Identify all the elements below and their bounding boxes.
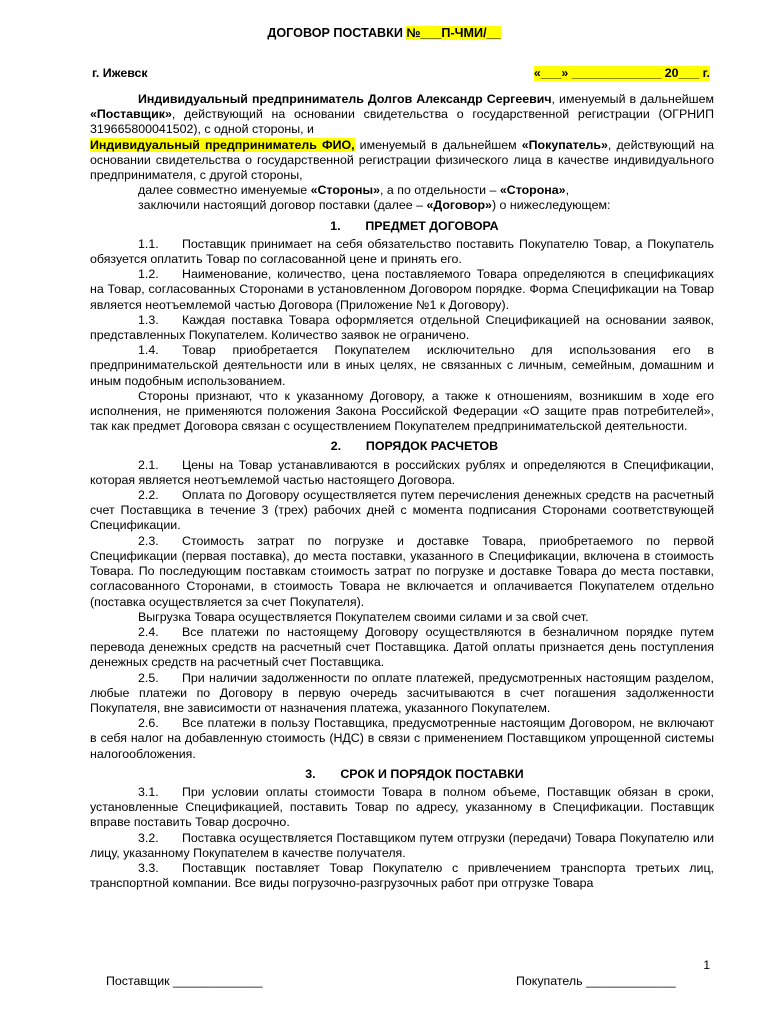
buyer-signature: Покупатель _____________ xyxy=(516,974,676,988)
clause-number: 1.4. xyxy=(138,343,159,358)
clause-text: Все платежи в пользу Поставщика, предусмотренные настоящим Договором, не включают в себя налог на добавленную стоимость (НДС) в связи с применением Поставщиком упрощенной системы налогообложения. xyxy=(90,716,714,761)
supplier-name: Индивидуальный предприниматель Долгов Александр Сергеевич xyxy=(138,92,552,106)
text-fragment: , действующий на основании свидетельства о государственной регистрации (ОГРНИП 319665800041502), с одной стороны, и xyxy=(90,107,714,137)
preamble-buyer xyxy=(90,138,714,184)
contract-number: №___П-ЧМИ/__ xyxy=(406,26,501,40)
clause-text: Товар приобретается Покупателем исключительно для использования его в предпринимательской деятельности или в иных целях, не связанных с личным, семейным, домашним и иным подобным использованием. xyxy=(90,343,714,388)
contract-title xyxy=(0,26,768,41)
role-supplier: «Поставщик» xyxy=(90,107,172,122)
text-fragment: , xyxy=(565,183,570,198)
clause xyxy=(90,458,714,488)
role-buyer: «Покупатель» xyxy=(521,137,608,152)
preamble-parties xyxy=(90,183,714,198)
role-parties: «Стороны» xyxy=(310,183,381,198)
clause-number: 3.1. xyxy=(138,784,159,799)
clause xyxy=(90,861,714,891)
clause-text: Наименование, количество, цена поставляемого Товара определяются в спецификациях на Товар, согласованных Сторонами в установленном Договором порядке. Форма Спецификации на Товар является неотъемлемой частью Договора (Приложение №1 к Договору). xyxy=(90,267,714,312)
role-party: «Сторона» xyxy=(499,183,566,198)
clause xyxy=(90,313,714,343)
clause-number: 2.5. xyxy=(138,670,159,685)
title-text: ДОГОВОР ПОСТАВКИ xyxy=(267,26,407,40)
clause xyxy=(90,831,714,861)
clause-number: 2.2. xyxy=(138,488,159,503)
text-fragment: ) о нижеследующем: xyxy=(491,198,611,213)
clause-number: 2.3. xyxy=(138,533,159,548)
text-fragment: далее совместно именуемые xyxy=(138,183,311,198)
clause-text: Стороны признают, что к указанному Договору, а также к отношениям, возникшим в ходе его исполнения, не применяются положения Закона Российской Федерации «О защите прав потребителей», так как предмет Договора связан с осуществлением Покупателем предпринимательской деятельности. xyxy=(90,388,714,434)
clause-text: Все платежи по настоящему Договору осуществляются в безналичном порядке путем перевода денежных средств на расчетный счет Поставщика. Датой оплаты признается день поступления денежных средств на расчетный счет Поставщика. xyxy=(90,624,714,670)
clause-text: Оплата по Договору осуществляется путем перечисления денежных средств на расчетный счет Поставщика в течение 3 (трех) рабочих дней с момента подписания Сторонами соответствующей Спецификации. xyxy=(90,488,714,533)
role-contract: «Договор» xyxy=(426,198,492,213)
text-fragment: , действующий на основании свидетельства о государственной регистрации физического лица в качестве индивидуального предпринимателя, с другой стороны, xyxy=(90,137,715,183)
clause xyxy=(90,610,714,625)
text-fragment: заключили настоящий договор поставки (далее – xyxy=(138,198,427,213)
clause-number: 2.4. xyxy=(138,624,159,639)
clause-number: 2.6. xyxy=(138,716,159,731)
clause xyxy=(90,716,714,762)
supplier-signature: Поставщик _____________ xyxy=(106,974,263,988)
clause xyxy=(90,785,714,831)
clause-text: Цены на Товар устанавливаются в российских рублях и определяются в Спецификации, которая является неотъемлемой частью настоящего Договора. xyxy=(90,457,714,487)
clause xyxy=(90,671,714,717)
clause xyxy=(90,625,714,671)
buyer-name: Индивидуальный предприниматель ФИО, xyxy=(90,137,355,152)
clause-text: Выгрузка Товара осуществляется Покупателем своими силами и за свой счет. xyxy=(138,609,589,624)
section-heading xyxy=(90,767,714,782)
city-date-row xyxy=(92,66,710,81)
section-number: 2. xyxy=(330,439,342,454)
section-number: 1. xyxy=(330,218,341,233)
section-number: 3. xyxy=(305,766,316,781)
clause-text: Каждая поставка Товара оформляется отдельной Спецификацией на основании заявок, представленных Покупателем. Количество заявок не ограничено. xyxy=(90,312,714,343)
preamble-agreement xyxy=(90,198,714,213)
text-fragment: , именуемый в дальнейшем xyxy=(551,92,714,106)
clause-text: Поставка осуществляется Поставщиком путем отгрузки (передачи) Товара Покупателю или лицу, указанному Покупателем в качестве получателя. xyxy=(90,830,714,860)
clause-number: 1.3. xyxy=(138,312,159,327)
document-body xyxy=(90,92,714,891)
clause-number: 3.3. xyxy=(138,860,159,875)
contract-date: «___» _____________ 20___ г. xyxy=(533,66,710,80)
clause xyxy=(90,488,714,534)
text-fragment: именуемый в дальнейшем xyxy=(354,137,522,152)
clause-text: При наличии задолженности по оплате платежей, предусмотренных настоящим разделом, любые платежи по Договору в первую очередь засчитываются в счет погашения задолженности Покупателя, вне зависимости от назначения платежа, указанного Покупателем. xyxy=(90,670,714,715)
page-number: 1 xyxy=(703,958,710,972)
clause-number: 1.2. xyxy=(138,267,159,282)
clause xyxy=(90,267,714,313)
clause xyxy=(90,237,714,267)
city: г. Ижевск xyxy=(92,66,148,80)
clause-text: При условии оплаты стоимости Товара в полном объеме, Поставщик обязан в сроки, установленные Спецификацией, поставить Товар по адресу, указанному в Спецификации. Поставщик вправе поставить Товар досрочно. xyxy=(90,784,714,830)
clause-text: Поставщик поставляет Товар Покупателю с привлечением транспорта третьих лиц, транспортной компании. Все виды погрузочно-разгрузочных работ при отгрузке Товара xyxy=(90,860,714,891)
section-title: ПОРЯДОК РАСЧЕТОВ xyxy=(365,439,499,454)
section-heading xyxy=(90,439,714,454)
preamble-supplier xyxy=(90,92,714,138)
section-title: СРОК И ПОРЯДОК ПОСТАВКИ xyxy=(340,766,524,781)
clause-text: Стоимость затрат по погрузке и доставке Товара, приобретаемого по первой Спецификации (первая поставка), до места поставки, указанного в Спецификации, включена в стоимость Товара. По последующим поставкам стоимость затрат по погрузке и доставке Товара до места поставки, согласованного Сторонами, в стоимость Товара не включается и оплачивается Покупателем отдельно (поставка осуществляется за счет Покупателя). xyxy=(90,533,714,609)
clause xyxy=(90,534,714,610)
section-heading xyxy=(90,219,714,234)
clause xyxy=(90,343,714,389)
contract-sections xyxy=(90,219,714,892)
clause-text: Поставщик принимает на себя обязательство поставить Покупателю Товар, а Покупатель обязуется оплатить Товар по согласованной цене и принять его. xyxy=(90,236,714,267)
clause xyxy=(90,389,714,435)
clause-number: 1.1. xyxy=(138,236,159,251)
section-title: ПРЕДМЕТ ДОГОВОРА xyxy=(365,218,499,233)
clause-number: 3.2. xyxy=(138,830,159,845)
clause-number: 2.1. xyxy=(138,457,159,472)
text-fragment: , а по отдельности – xyxy=(380,183,500,198)
